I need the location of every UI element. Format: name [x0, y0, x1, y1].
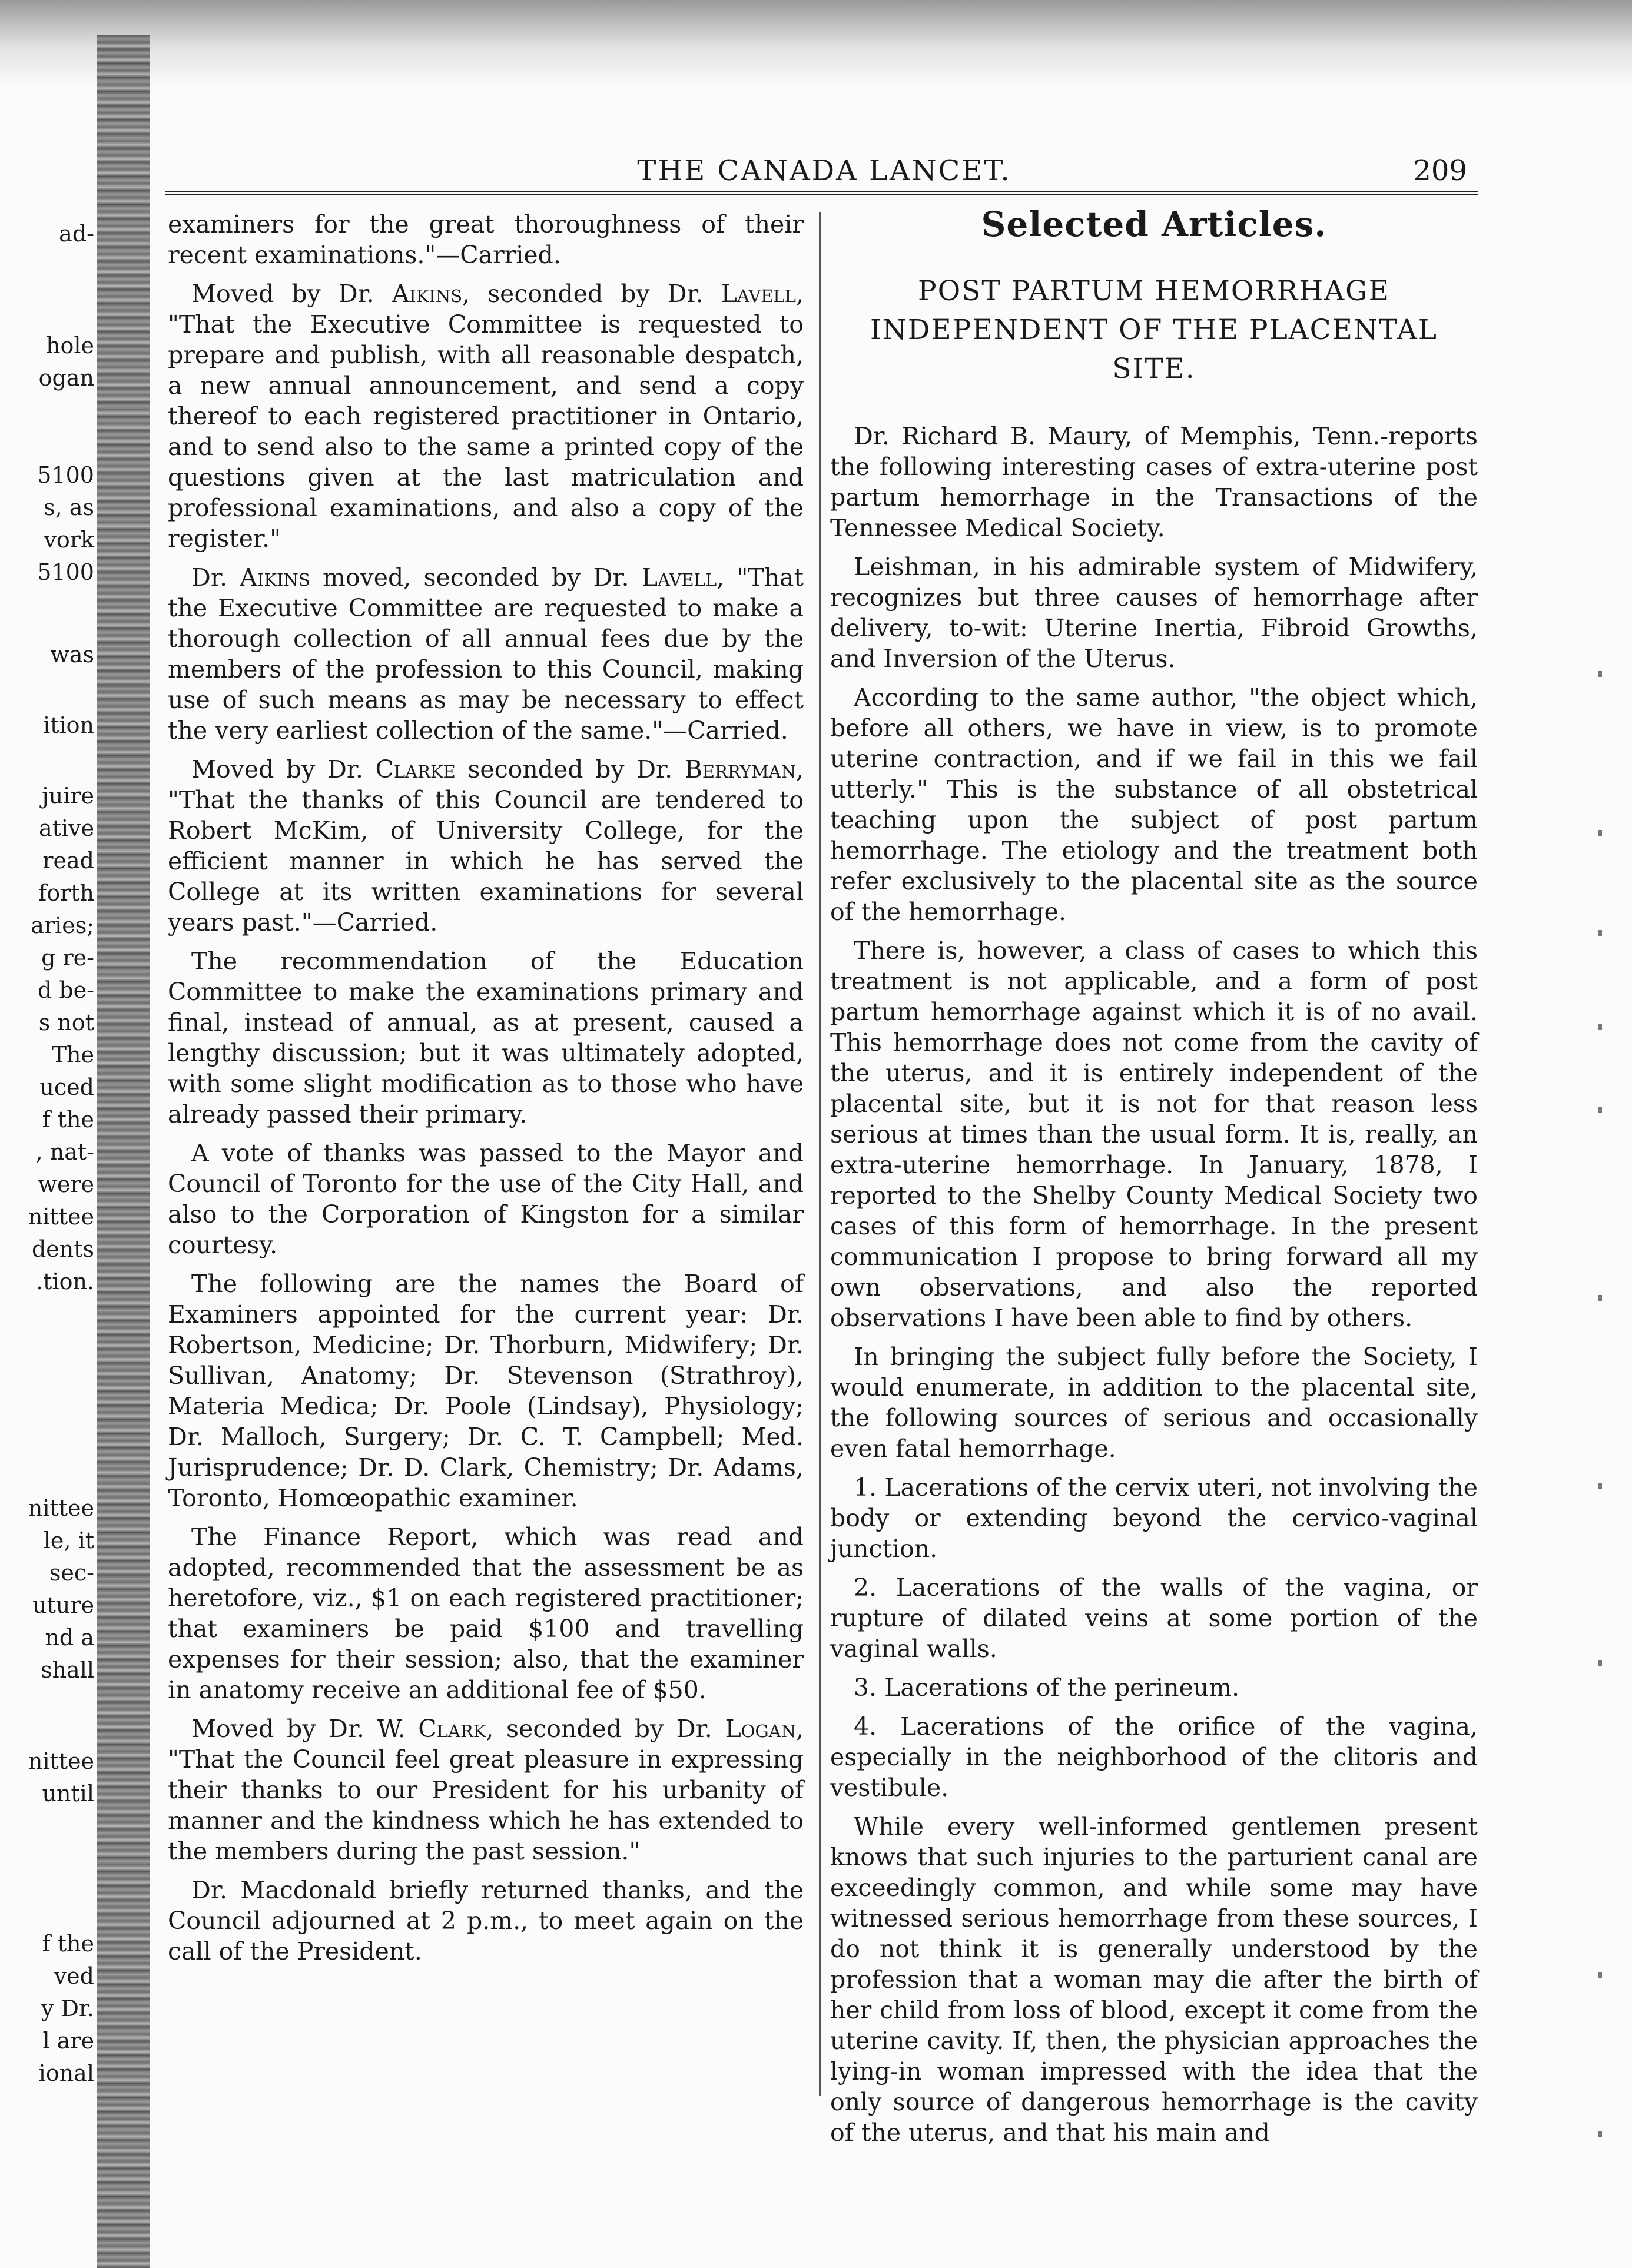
paragraph: Moved by Dr. Clarke seconded by Dr. Berryman, "That the thanks of this Council are tendered to Robert McKim, of University College, for the efficient manner in which he has served the College at its written examinations for several years past."—Carried. — [168, 755, 804, 937]
margin-stub: le, it — [43, 1528, 94, 1553]
paragraph: The recommendation of the Education Committee to make the examinations primary and final, instead of annual, as at present, caused a lengthy discussion; but it was ultimately adopted, with some slight modification as to those who have already passed their primary. — [168, 947, 804, 1128]
margin-stub: d be- — [37, 977, 94, 1003]
margin-stub: dents — [31, 1236, 94, 1262]
margin-stub: nittee — [28, 1204, 94, 1230]
paragraph: examiners for the great thoroughness of their recent examinations."—Carried. — [168, 210, 804, 269]
margin-stub: ogan — [38, 365, 94, 391]
margin-stub: f the — [42, 1931, 94, 1957]
margin-stub: l are — [42, 2028, 94, 2054]
margin-stub: were — [38, 1171, 94, 1197]
margin-stub: The — [51, 1042, 94, 1068]
section-heading: Selected Articles. — [981, 204, 1327, 244]
paragraph: Dr. Richard B. Maury, of Memphis, Tenn.-reports the following interesting cases of extra-uterine post partum hemorrhage in the Transactions of the Tennessee Medical Society. — [830, 422, 1478, 542]
margin-stub: hole — [46, 333, 94, 358]
column-divider — [819, 212, 821, 2096]
margin-stub: ad- — [59, 221, 94, 247]
margin-stub: ional — [38, 2060, 94, 2086]
margin-stub: f the — [42, 1107, 94, 1133]
margin-stub: nittee — [28, 1748, 94, 1774]
speck — [1598, 2131, 1602, 2137]
paragraph: Leishman, in his admirable system of Midwifery, recognizes but three causes of hemorrhage after delivery, to-wit: Uterine Inertia, Fibroid Growths, and Inversion of the Uterus. — [830, 553, 1478, 673]
speck — [1598, 671, 1602, 677]
running-title: THE CANADA LANCET. — [637, 154, 1011, 187]
margin-stub: uture — [32, 1592, 94, 1618]
margin-stub: 5100 — [37, 462, 94, 488]
list-item: 2. Lacerations of the walls of the vagina, or rupture of dilated veins at some portion of the vaginal walls. — [830, 1573, 1478, 1663]
margin-stub: until — [42, 1781, 94, 1807]
margin-stub: nittee — [28, 1495, 94, 1521]
margin-stub: s, as — [44, 494, 94, 520]
speck — [1598, 1972, 1602, 1978]
paragraph: While every well-informed gentlemen present knows that such injuries to the parturient canal are exceedingly common, and while some may have witnessed serious hemorrhage from these sources, I do not think it is generally understood by the profession that a woman may die after the birth of her child from loss of blood, except it come from the uterine cavity. If, then, the physician approaches the lying-in woman impressed with the idea that the only source of dangerous hemorrhage is the cavity of the uterus, and that his main and — [830, 1812, 1478, 2147]
paragraph: Dr. Aikins moved, seconded by Dr. Lavell, "That the Executive Committee are requested to make a thorough collection of all annual fees due by the members of the profession to this Council, making use of such means as may be necessary to effect the very earliest collection of the same."—Carried. — [168, 563, 804, 745]
right-column — [830, 204, 1478, 2156]
speck — [1598, 1295, 1602, 1301]
speck — [1598, 1483, 1602, 1489]
left-column — [168, 209, 804, 1975]
margin-stub: forth — [38, 880, 94, 906]
paragraph: The following are the names the Board of Examiners appointed for the current year: Dr. Robertson, Medicine; Dr. Thorburn, Midwifery; Dr. Sullivan, Anatomy; Dr. Stevenson (Strathroy), Materia Medica; Dr. Poole (Lindsay), Physiology; Dr. Malloch, Surgery; Dr. C. T. Campbell; Med. Jurisprudence; Dr. D. Clark, Chemistry; Dr. Adams, Toronto, Homœopathic examiner. — [168, 1270, 804, 1512]
page-number: 209 — [1413, 154, 1467, 187]
margin-stub: .tion. — [36, 1269, 94, 1294]
paragraph: Moved by Dr. Aikins, seconded by Dr. Lavell, "That the Executive Committee is requested to prepare and publish, with all reasonable despatch, a new annual announcement, and send a copy thereof to each registered practitioner in Ontario, and to send also to the same a printed copy of the questions given at the last matriculation and professional examinations, and also a copy of the register." — [168, 280, 804, 553]
margin-stub: aries; — [31, 912, 94, 938]
margin-stub: shall — [41, 1657, 94, 1683]
list-item: 1. Lacerations of the cervix uteri, not involving the body or extending beyond the cervico-vaginal junction. — [830, 1473, 1478, 1563]
speck — [1598, 1660, 1602, 1666]
list-item: 4. Lacerations of the orifice of the vagina, especially in the neighborhood of the clitoris and vestibule. — [830, 1712, 1478, 1802]
paragraph: According to the same author, "the object which, before all others, we have in view, is to promote uterine contraction, and if we fail in this we fail utterly." This is the substance of all obstetrical teaching upon the subject of post partum hemorrhage. The etiology and the treatment both refer exclusively to the placental site as the source of the hemorrhage. — [830, 683, 1478, 926]
paragraph: There is, however, a class of cases to which this treatment is not applicable, and a form of post partum hemorrhage against which it is of no avail. This hemorrhage does not come from the cavity of the uterus, and it is entirely independent of the placental site, but it is not for that reason less serious at times than the usual form. It is, really, an extra-uterine hemorrhage. In January, 1878, I reported to the Shelby County Medical Society two cases of this form of hemorrhage. In the present communication I propose to bring forward all my own observations, and also the reported observations I have been able to find by others. — [830, 937, 1478, 1332]
margin-stub: uced — [39, 1074, 94, 1100]
margin-stub: nd a — [45, 1625, 94, 1651]
speck — [1598, 830, 1602, 836]
margin-stub: juire — [41, 783, 94, 809]
margin-stub: y Dr. — [41, 1995, 94, 2021]
margin-stub: ition — [43, 712, 94, 738]
margin-stub: , nat- — [35, 1139, 94, 1165]
speck — [1598, 1024, 1602, 1030]
margin-stub: read — [42, 848, 94, 874]
speck — [1598, 1107, 1602, 1113]
paragraph: A vote of thanks was passed to the Mayor and Council of Toronto for the use of the City Hall, and also to the Corporation of Kingston for a similar courtesy. — [168, 1139, 804, 1259]
list-item: 3. Lacerations of the perineum. — [854, 1673, 1240, 1702]
margin-stub: 5100 — [37, 559, 94, 585]
book-spine-gutter — [97, 35, 150, 2268]
margin-stub: s not — [38, 1010, 94, 1035]
bleed-through-specks — [1598, 647, 1622, 2237]
margin-stub: sec- — [49, 1560, 94, 1586]
paragraph: Dr. Macdonald briefly returned thanks, and the Council adjourned at 2 p.m., to meet again on the call of the President. — [168, 1876, 804, 1965]
header-rule — [165, 191, 1478, 195]
margin-stub: g re- — [41, 945, 94, 971]
article-title: POST PARTUM HEMORRHAGE INDEPENDENT OF THE PLACENTAL SITE. — [870, 275, 1438, 385]
page-binding-shadow — [0, 0, 1632, 88]
speck — [1598, 930, 1602, 936]
margin-stub: ved — [54, 1963, 94, 1989]
paragraph: The Finance Report, which was read and adopted, recommended that the assessment be as heretofore, viz., $1 on each registered practitioner; that examiners be paid $100 and travelling expenses for their session; also, that the examiner in anatomy receive an additional fee of $50. — [168, 1523, 804, 1704]
paragraph: In bringing the subject fully before the Society, I would enumerate, in addition to the placental site, the following sources of serious and occasionally even fatal hemorrhage. — [830, 1343, 1478, 1463]
margin-stub: vork — [44, 527, 94, 553]
margin-stub: was — [50, 642, 94, 668]
margin-stub: ative — [38, 815, 94, 841]
paragraph: Moved by Dr. W. Clark, seconded by Dr. Logan, "That the Council feel great pleasure in expressing their thanks to our President for his urbanity of manner and the kindness which he has extended to the members during the past session." — [168, 1715, 804, 1865]
